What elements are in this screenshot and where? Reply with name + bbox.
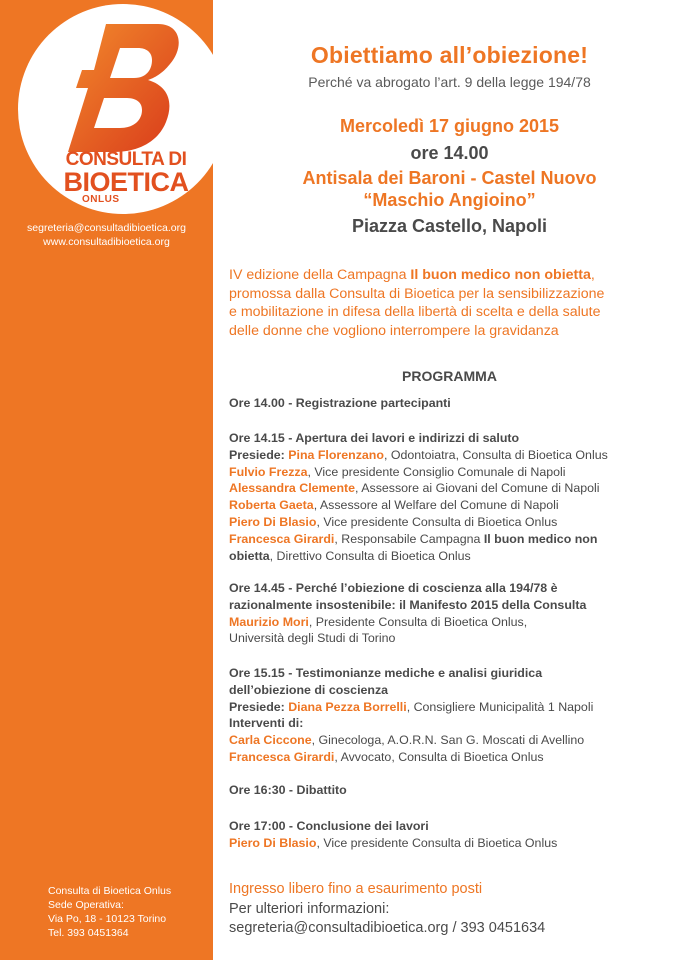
intro-line2: promossa dalla Consulta di Bioetica per la sensibilizzazione [229,285,605,302]
event-time: ore 14.00 [410,143,489,163]
intro-text: IV edizione della Campagna [229,267,411,283]
session-6-head: Ore 17:00 - Conclusione dei lavori [229,819,429,833]
info-contact[interactable]: segreteria@consultadibioetica.org / 393 0451634 [229,920,546,936]
speaker-role: , Assessore al Welfare del Comune di Napoli [313,498,559,513]
session-1-head: Ore 14.00 - Registrazione partecipanti [229,396,451,410]
speaker-role: , Assessore ai Giovani del Comune di Napoli [355,481,600,496]
footer-info [229,880,674,939]
speaker-name: Roberta Gaeta [229,498,314,513]
org-name: Consulta di Bioetica Onlus [48,885,172,897]
presiede-label: Presiede: [229,447,289,462]
logo-line2: BIOETICA [63,167,189,197]
phone: Tel. 393 0451364 [48,927,129,939]
intro-comma: , [590,267,595,283]
session-4 [229,665,674,766]
logo-line1: CONSULTA DI [65,149,187,170]
speaker-role: , Responsabile Campagna [334,531,484,546]
sede-label: Sede Operativa: [48,899,124,911]
speaker-name: Pina Florenzano [288,447,384,462]
session-4-head-line2: dell’obiezione di coscienza [229,682,389,697]
email-link[interactable]: segreteria@consultadibioetica.org [27,222,186,234]
speaker-role: , Odontoiatra, Consulta di Bioetica Onlus [383,447,608,462]
speaker-name: Piero Di Blasio [229,514,317,529]
session-1 [229,395,674,412]
logo-line3: ONLUS [82,194,120,205]
session-4-head: Ore 15.15 - Testimonianze mediche e analisi giuridica [229,666,543,680]
intro-line3: e mobilitazione in difesa della libertà di scelta e della salute [229,304,601,320]
speaker-role: , Vice presidente Consiglio Comunale di Napoli [307,464,566,479]
speaker-name: Francesca Girardi [229,749,335,764]
speaker-name: Francesca Girardi [229,531,335,546]
session-3-head-line2: razionalmente insostenibile: il Manifesto 2015 della Consulta [229,597,587,612]
presiede-label: Presiede: [229,699,289,714]
contact-top [0,222,213,249]
session-3 [229,580,674,647]
venue-line1: Antisala dei Baroni - Castel Nuovo [302,168,597,188]
logo-mark-icon [58,18,188,158]
session-3-head: Ore 14.45 - Perché l’obiezione di coscienza alla 194/78 è [229,581,558,595]
info-label: Per ulteriori informazioni: [229,900,390,917]
programma-heading: PROGRAMMA [402,368,497,384]
speaker-name: Diana Pezza Borrelli [288,699,407,714]
contact-bottom [48,884,171,940]
venue-address: Piazza Castello, Napoli [351,216,548,236]
free-entry-note: Ingresso libero fino a esaurimento posti [229,881,483,897]
session-6 [229,818,674,852]
speaker-role: , Ginecologa, A.O.R.N. San G. Moscati di Avellino [311,733,585,748]
speaker-affiliation: Università degli Studi di Torino [229,631,396,646]
sede-address: Via Po, 18 - 10123 Torino [48,913,167,925]
venue-line2: “Maschio Angioino” [363,190,536,210]
campaign-name-end: obietta [229,548,270,563]
page-title: Obiettiamo all’obiezione! [310,42,589,68]
logo [18,4,228,214]
speaker-name: Fulvio Frezza [229,464,308,479]
speaker-role: , Presidente Consulta di Bioetica Onlus, [308,614,528,629]
speaker-name: Piero Di Blasio [229,835,317,850]
speaker-role: , Direttivo Consulta di Bioetica Onlus [269,548,471,563]
speaker-role: , Vice presidente Consulta di Bioetica Onlus [316,514,558,529]
sidebar [0,0,213,960]
session-5-head: Ore 16:30 - Dibattito [229,783,347,797]
speaker-role: , Vice presidente Consulta di Bioetica Onlus [316,835,558,850]
intro-paragraph [229,266,674,340]
campaign-name: Il buon medico non [483,531,598,546]
intro-line4: delle donne che vogliono interrompere la gravidanza [229,322,559,339]
event-date: Mercoledì 17 giugno 2015 [339,116,560,136]
speaker-role: , Avvocato, Consulta di Bioetica Onlus [334,749,544,764]
interventi-label: Interventi di: [229,716,304,731]
speaker-name: Maurizio Mori [229,614,309,629]
subtitle: Perché va abrogato l’art. 9 della legge 194/78 [308,74,591,90]
speaker-name: Carla Ciccone [229,733,312,748]
session-2-head: Ore 14.15 - Apertura dei lavori e indirizzi di saluto [229,431,520,445]
session-2 [229,430,674,564]
campaign-name: Il buon medico non obietta [410,267,591,283]
logo-text [46,150,206,205]
speaker-name: Alessandra Clemente [229,481,356,496]
session-5 [229,782,674,799]
speaker-role: , Consigliere Municipalità 1 Napoli [406,699,594,714]
website-link[interactable]: www.consultadibioetica.org [43,235,170,248]
